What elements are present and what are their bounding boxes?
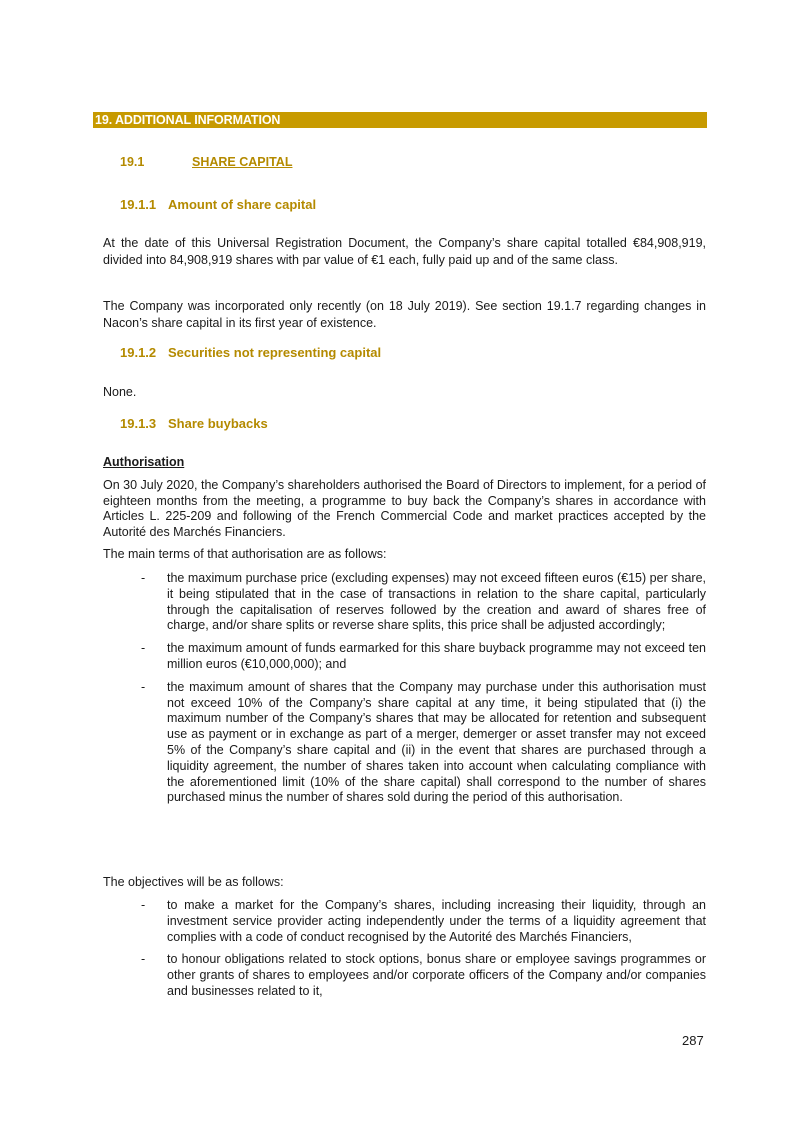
list-item-text: the maximum amount of shares that the Company may purchase under this authorisation must not exceed 10% of the Company’s share capital at any time, it being stipulated that (i) the maximum number of the Company’s shares that may be allocated for retention and subsequent use as payment or in exchange as part of a merger, demerger or asset transfer may not exceed 5% of the Company’s share capital and (ii) in the event that shares are purchased through a liquidity agreement, the number of shares taken into account when calculating compliance with the aforementioned limit (10% of the share capital) shall correspond to the number of shares purchased minus the number of shares sold during the period of this authorisation. — [167, 679, 706, 805]
list-item-text: the maximum purchase price (excluding expenses) may not exceed fifteen euros (€15) per share, it being stipulated that in the case of transactions in relation to the share capital, particularly through the capitalisation of reserves followed by the creation and award of shares free of charge, and/or share splits or reverse share splits, this price shall be adjusted accordingly; — [167, 571, 706, 633]
list-item-text: the maximum amount of funds earmarked for this share buyback programme may not exceed ten million euros (€10,000,000); and — [167, 641, 706, 671]
section-banner — [93, 112, 707, 128]
objectives-list — [103, 898, 706, 1007]
authorisation-heading: Authorisation — [103, 455, 185, 469]
bullet-dash: - — [141, 641, 146, 656]
heading-title: Amount of share capital — [168, 197, 317, 212]
paragraph-incorporation: The Company was incorporated only recently (on 18 July 2019). See section 19.1.7 regarding changes in Nacon’s share capital in its first year of existence. — [103, 299, 706, 330]
heading-title: Share buybacks — [168, 416, 268, 431]
heading-title: Securities not representing capital — [168, 345, 382, 360]
heading-19-1 — [120, 155, 292, 169]
list-item-text: to make a market for the Company’s shares, including increasing their liquidity, through an investment service provider acting independently under the terms of a liquidity agreement that complies with a code of conduct recognised by the Autorité des Marchés Financiers, — [167, 898, 706, 944]
section-title: 19. ADDITIONAL INFORMATION — [95, 113, 281, 127]
paragraph-objectives: The objectives will be as follows: — [103, 875, 284, 889]
heading-title: SHARE CAPITAL — [192, 155, 293, 169]
list-item — [103, 680, 706, 806]
bullet-dash: - — [141, 898, 146, 912]
heading-number: 19.1.3 — [120, 416, 157, 431]
terms-list — [103, 571, 706, 813]
heading-number: 19.1.2 — [120, 345, 157, 360]
paragraph-main-terms: The main terms of that authorisation are as follows: — [103, 547, 387, 561]
heading-19-1-1 — [120, 197, 316, 212]
bullet-dash: - — [141, 679, 146, 694]
heading-number: 19.1.1 — [120, 197, 157, 212]
heading-number: 19.1 — [120, 155, 145, 169]
list-item — [103, 898, 706, 945]
list-item — [103, 641, 706, 673]
page-number: 287 — [682, 1033, 704, 1048]
paragraph-none: None. — [103, 385, 137, 399]
list-item — [103, 952, 706, 999]
paragraph-share-capital: At the date of this Universal Registration Document, the Company’s share capital totalled €84,908,919, divided into 84,908,919 shares with par value of €1 each, fully paid up and of the same class. — [103, 236, 706, 267]
list-item — [103, 571, 706, 634]
bullet-dash: - — [141, 952, 146, 967]
list-item-text: to honour obligations related to stock options, bonus share or employee savings programmes or other grants of shares to employees and/or corporate officers of the Company and/or companies and businesses related to it, — [167, 952, 706, 998]
heading-19-1-3 — [120, 416, 268, 431]
heading-19-1-2 — [120, 345, 381, 360]
paragraph-authorisation: On 30 July 2020, the Company’s shareholders authorised the Board of Directors to implement, for a period of eighteen months from the meeting, a programme to buy back the Company’s shares in accordance with Articles L. 225-209 and following of the French Commercial Code and market practices accepted by the Autorité des Marchés Financiers. — [103, 478, 706, 539]
bullet-dash: - — [141, 571, 146, 585]
